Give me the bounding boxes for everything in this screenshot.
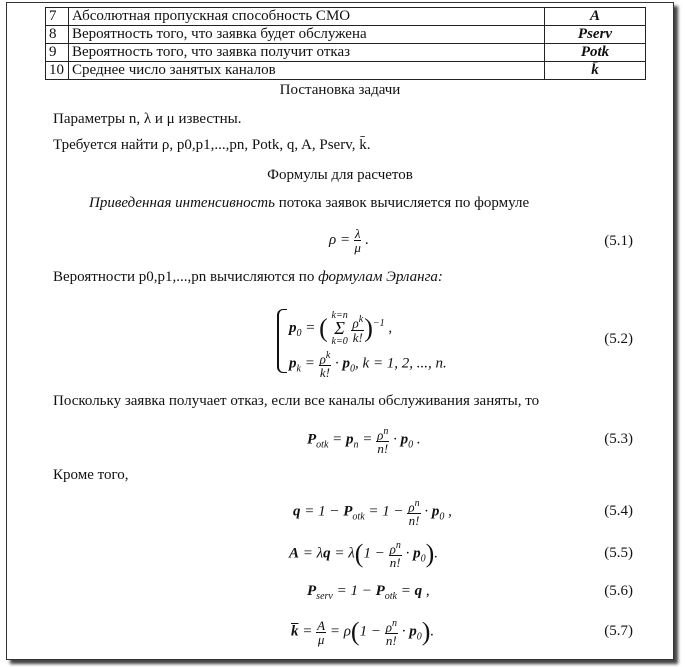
formula-5-3: $P_{otk} = p_n$ = $\frac{\rho^n}{n!}$ · $p_0$ . [307,426,421,457]
formulas-title: Формулы для расчетов [267,167,413,183]
intensity-line [89,195,529,212]
row-text: Вероятность того, что заявка получит отказ [69,44,545,62]
besides-line: Кроме того, [53,467,129,483]
erlang-term: формулам Эрланга: [318,269,443,285]
params-line: Параметры n, λ и μ известны. [53,111,242,127]
required-line: Требуется найти ρ, p0,p1,...,pn, Potk, q, A, Pserv, k̄. [53,137,371,153]
table-row [46,8,646,26]
equation-number: (5.1) [604,233,633,249]
erlang-line [53,269,443,286]
formula-5-5: A = λq = λ(1 − $\frac{\rho^n}{n!}$ · $p_0$). [289,539,438,571]
row-symbol: Pserv [545,26,646,44]
equation-number: (5.5) [604,545,633,561]
refusal-line: Поскольку заявка получает отказ, если все каналы обслуживания заняты, то [53,393,540,409]
system-brace [277,309,287,373]
row-symbol: Potk [545,44,646,62]
row-number: 7 [46,8,69,26]
erlang-before: Вероятности p0,p1,...,pn вычисляются по [53,269,319,285]
row-number: 8 [46,26,69,44]
row-text: Вероятность того, что заявка будет обслужена [69,26,545,44]
equation-number: (5.7) [604,623,633,639]
section-title: Постановка задачи [279,82,401,98]
row-text: Среднее число занятых каналов [69,62,545,80]
equation-number: (5.2) [604,331,633,347]
row-symbol: A [545,8,646,26]
parameters-table [45,7,646,80]
table-row [46,26,646,44]
formula-5-7: $\overline{k}$ = $\frac{A}{\mu}$ = ρ(1 − $\frac{\rho^n}{n!}$ · $p_0$). [291,617,435,649]
formula-5-6: $P_{serv} = 1 - P_{otk} = q$ , [307,583,430,602]
row-text: Абсолютная пропускная способность СМО [69,8,545,26]
formula-5-2-p0: $p_0$ = ( k=n Σ k=0 $\frac{\rho^k}{k!}$ )$^{-1}$ , [289,310,393,347]
row-number: 10 [46,62,69,80]
equation-number: (5.6) [604,583,633,599]
equation-number: (5.3) [604,431,633,447]
formula-5-2-pk: $p_k$ = $\frac{\rho^k}{k!}$ · $p_0$, k = 1, 2, ..., n. [289,350,447,381]
table-row [46,44,646,62]
row-number: 9 [46,44,69,62]
formula-5-1: ρ = $\frac{\lambda}{\mu}$ . [329,226,369,255]
equation-number: (5.4) [604,503,633,519]
table-row [46,62,646,80]
intensity-rest: потока заявок вычисляется по формуле [274,195,530,211]
row-symbol: k̄ [545,62,646,80]
intensity-term: Приведенная интенсивность [89,195,275,211]
formula-5-4: $q = 1 - P_{otk} = 1$ − $\frac{\rho^n}{n!}$ · $p_0$ , [293,498,452,529]
document-page [6,2,674,660]
